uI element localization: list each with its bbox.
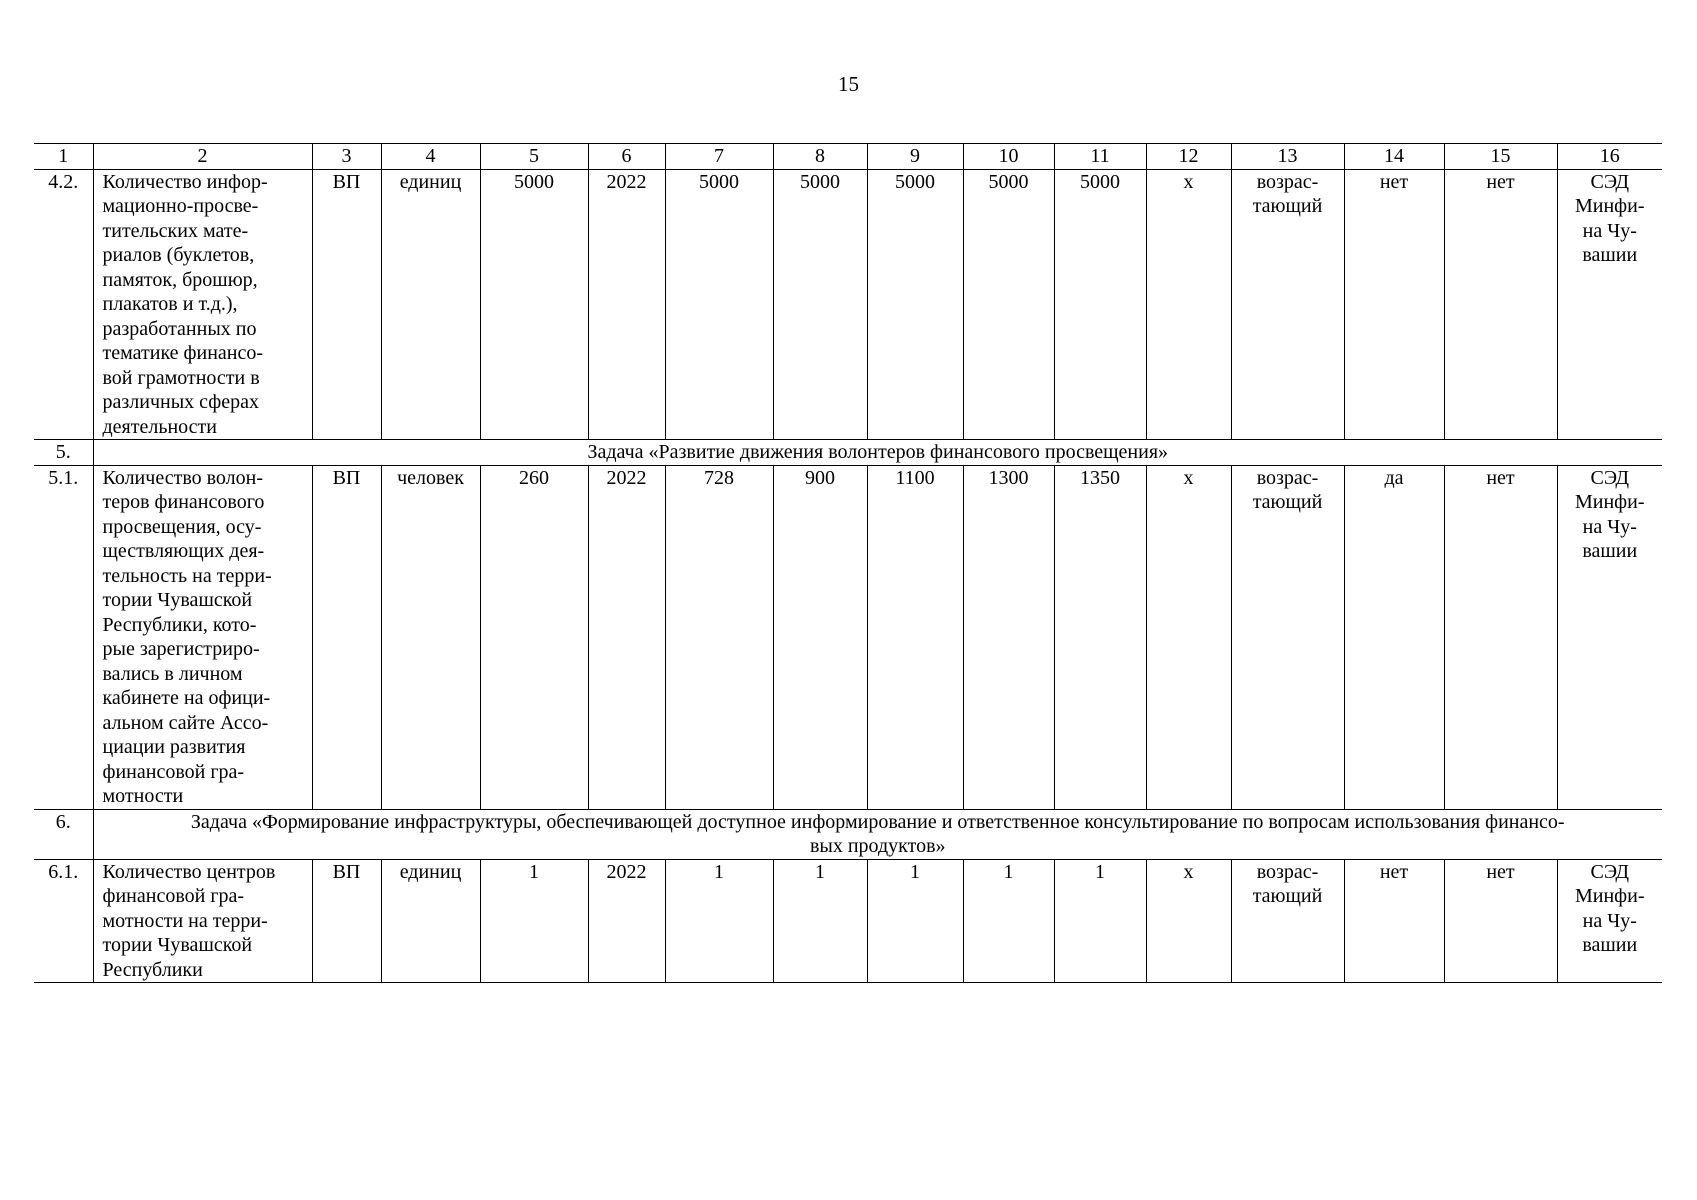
indicator-name-line: ществляющих дея-	[102, 540, 265, 562]
column-15-value: нет	[1444, 859, 1557, 983]
column-number: 1	[34, 144, 93, 170]
column-14-value: нет	[1344, 859, 1444, 983]
base-value: 5000	[480, 169, 588, 440]
information-system-cell	[1557, 465, 1662, 809]
indicator-name	[93, 465, 312, 809]
year-value: 1100	[867, 465, 963, 809]
indicator-row	[34, 859, 1662, 983]
year-value: 5000	[1054, 169, 1146, 440]
indicator-name-line: памяток, брошюр,	[102, 268, 258, 291]
column-12-value: х	[1146, 859, 1231, 983]
task-row	[34, 440, 1662, 466]
information-system-line: Минфи-	[1574, 491, 1645, 513]
indicator-name-line: тематике финансо-	[102, 342, 264, 364]
unit-of-measure: единиц	[381, 859, 480, 983]
year-value: 1	[665, 859, 773, 983]
indicator-level: ВП	[312, 859, 381, 983]
column-12-value: х	[1146, 169, 1231, 440]
indicator-name-line: вались в личном	[102, 662, 243, 685]
column-number: 2	[93, 144, 312, 170]
column-14-value: нет	[1344, 169, 1444, 440]
information-system-line: СЭД	[1590, 170, 1629, 193]
trend-cell	[1231, 465, 1344, 809]
trend-line: тающий	[1252, 195, 1323, 217]
column-number: 15	[1444, 144, 1557, 170]
column-number: 4	[381, 144, 480, 170]
year-value: 728	[665, 465, 773, 809]
base-year: 2022	[588, 169, 665, 440]
indicator-name-line: Количество инфор-	[102, 170, 268, 193]
trend-cell	[1231, 169, 1344, 440]
year-value: 5000	[867, 169, 963, 440]
information-system-line: Минфи-	[1574, 195, 1645, 217]
indicator-name-line: мотности на терри-	[102, 909, 268, 932]
year-value: 1	[867, 859, 963, 983]
column-number: 10	[963, 144, 1054, 170]
indicator-level: ВП	[312, 169, 381, 440]
information-system-line: вашии	[1582, 244, 1638, 266]
indicator-name-line: Количество центров	[102, 860, 276, 883]
indicator-level: ВП	[312, 465, 381, 809]
indicator-name-line: деятельности	[102, 415, 217, 438]
column-number: 9	[867, 144, 963, 170]
indicators-table	[34, 143, 1662, 983]
indicator-name-line: Количество волон-	[102, 466, 264, 489]
row-number: 5.1.	[34, 465, 93, 809]
column-number: 11	[1054, 144, 1146, 170]
trend-cell	[1231, 859, 1344, 983]
year-value: 5000	[773, 169, 867, 440]
indicator-name-line: тории Чувашской	[102, 934, 253, 956]
trend-line: возрас-	[1256, 860, 1319, 883]
column-number: 3	[312, 144, 381, 170]
indicator-name-line: тительских мате-	[102, 219, 249, 242]
indicator-name-line: Республики	[102, 958, 203, 981]
year-value: 1300	[963, 465, 1054, 809]
column-number: 14	[1344, 144, 1444, 170]
indicator-name-line: альном сайте Ассо-	[102, 711, 269, 734]
information-system-line: на Чу-	[1582, 515, 1637, 538]
indicator-name-line: различных сферах	[102, 391, 259, 413]
indicator-name-line: вой грамотности в	[102, 366, 260, 389]
task-row	[34, 809, 1662, 859]
column-number: 8	[773, 144, 867, 170]
information-system-line: вашии	[1582, 540, 1638, 562]
unit-of-measure: человек	[381, 465, 480, 809]
base-value: 260	[480, 465, 588, 809]
base-year: 2022	[588, 859, 665, 983]
column-number: 7	[665, 144, 773, 170]
information-system-line: Минфи-	[1574, 885, 1645, 907]
indicator-name-line: риалов (буклетов,	[102, 244, 255, 266]
column-12-value: х	[1146, 465, 1231, 809]
column-number-row	[34, 144, 1662, 170]
indicator-name-line: кабинете на офици-	[102, 687, 271, 709]
information-system-line: вашии	[1582, 934, 1638, 956]
indicator-name-line: циации развития	[102, 736, 246, 758]
task-title: Задача «Развитие движения волонтеров финансового просвещения»	[93, 440, 1662, 466]
page-number: 15	[838, 72, 859, 96]
column-number: 12	[1146, 144, 1231, 170]
row-number: 6.1.	[34, 859, 93, 983]
indicator-name-line: теров финансового	[102, 491, 265, 513]
column-number: 13	[1231, 144, 1344, 170]
indicator-name-line: тории Чувашской	[102, 589, 253, 611]
year-value: 1	[1054, 859, 1146, 983]
base-year: 2022	[588, 465, 665, 809]
task-number: 6.	[34, 809, 93, 859]
column-number: 6	[588, 144, 665, 170]
year-value: 900	[773, 465, 867, 809]
column-number: 16	[1557, 144, 1662, 170]
task-title-line: Задача «Формирование инфраструктуры, обеспечивающей доступное информирование и ответственное консультирование по вопросам использования финансо-	[190, 810, 1565, 833]
year-value: 1350	[1054, 465, 1146, 809]
indicator-name-line: просвещения, осу-	[102, 515, 262, 538]
year-value: 5000	[963, 169, 1054, 440]
task-title	[93, 809, 1662, 859]
indicator-name-line: Республики, кото-	[102, 613, 257, 636]
information-system-cell	[1557, 169, 1662, 440]
year-value: 1	[963, 859, 1054, 983]
row-number: 4.2.	[34, 169, 93, 440]
indicator-name-line: плакатов и т.д.),	[102, 293, 238, 315]
indicator-name-line: тельность на терри-	[102, 564, 272, 587]
task-title-line: вых продуктов»	[809, 835, 946, 857]
information-system-cell	[1557, 859, 1662, 983]
task-number: 5.	[34, 440, 93, 466]
information-system-line: СЭД	[1590, 860, 1629, 883]
information-system-line: на Чу-	[1582, 219, 1637, 242]
year-value: 5000	[665, 169, 773, 440]
indicator-name-line: мационно-просве-	[102, 195, 259, 217]
column-number: 5	[480, 144, 588, 170]
year-value: 1	[773, 859, 867, 983]
base-value: 1	[480, 859, 588, 983]
indicator-row	[34, 169, 1662, 440]
trend-line: тающий	[1252, 885, 1323, 907]
indicator-name	[93, 169, 312, 440]
trend-line: тающий	[1252, 491, 1323, 513]
unit-of-measure: единиц	[381, 169, 480, 440]
column-15-value: нет	[1444, 169, 1557, 440]
indicator-row	[34, 465, 1662, 809]
column-14-value: да	[1344, 465, 1444, 809]
indicator-name-line: разработанных по	[102, 317, 257, 340]
indicator-name-line: финансовой гра-	[102, 885, 245, 907]
column-15-value: нет	[1444, 465, 1557, 809]
trend-line: возрас-	[1256, 170, 1319, 193]
indicator-name-line: рые зарегистриро-	[102, 638, 260, 660]
indicator-name-line: финансовой гра-	[102, 760, 245, 783]
indicator-name-line: мотности	[102, 785, 184, 807]
trend-line: возрас-	[1256, 466, 1319, 489]
information-system-line: СЭД	[1590, 466, 1629, 489]
indicator-name	[93, 859, 312, 983]
information-system-line: на Чу-	[1582, 909, 1637, 932]
